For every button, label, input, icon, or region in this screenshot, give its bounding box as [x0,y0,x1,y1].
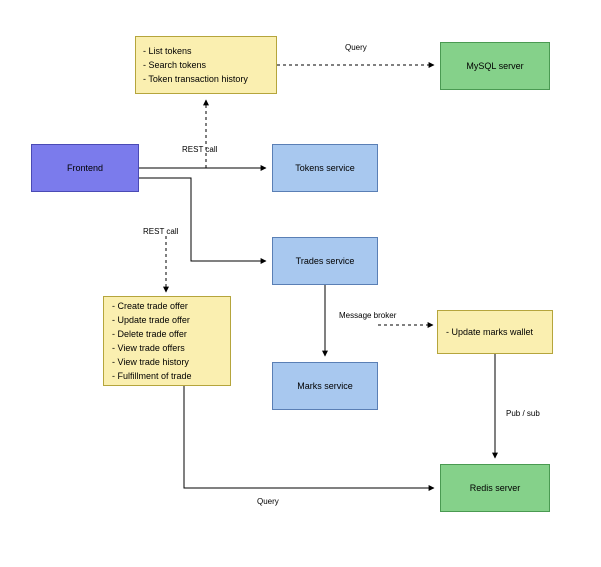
trade-operations-line-2: - Update trade offer [112,315,190,325]
edge-label-pub-sub: Pub / sub [506,409,540,418]
marks-service-node[interactable] [272,362,378,410]
mysql-server-label: MySQL server [466,60,524,71]
trade-operations-line-5: - View trade history [112,357,189,367]
update-marks-wallet-note[interactable] [437,310,553,354]
update-marks-wallet-label: - Update marks wallet [446,327,534,337]
edge-label-query-redis: Query [257,497,279,506]
frontend-label: Frontend [66,162,104,173]
edge-label-message-broker: Message broker [339,311,397,320]
edge-label-rest-call-trades: REST call [143,227,179,236]
tokens-service-label: Tokens service [295,162,355,173]
redis-server-node[interactable] [440,464,550,512]
edge-label-query-mysql: Query [345,43,367,52]
frontend-node[interactable] [31,144,139,192]
trades-service-node[interactable] [272,237,378,285]
trade-operations-line-6: - Fulfillment of trade [112,371,192,381]
redis-server-label: Redis server [469,482,521,493]
token-operations-note[interactable] [135,36,277,94]
token-operations-line-1: - List tokens [143,46,192,56]
edge-label-rest-call-tokens: REST call [182,145,218,154]
trade-operations-line-3: - Delete trade offer [112,329,187,339]
token-operations-line-2: - Search tokens [143,60,207,70]
trade-operations-note[interactable] [103,296,231,386]
mysql-server-node[interactable] [440,42,550,90]
tokens-service-node[interactable] [272,144,378,192]
trade-operations-line-1: - Create trade offer [112,301,188,311]
edge-frontend-trades [139,178,266,261]
token-operations-line-3: - Token transaction history [143,74,248,84]
marks-service-label: Marks service [297,380,353,391]
trade-operations-line-4: - View trade offers [112,343,185,353]
trades-service-label: Trades service [295,255,355,266]
